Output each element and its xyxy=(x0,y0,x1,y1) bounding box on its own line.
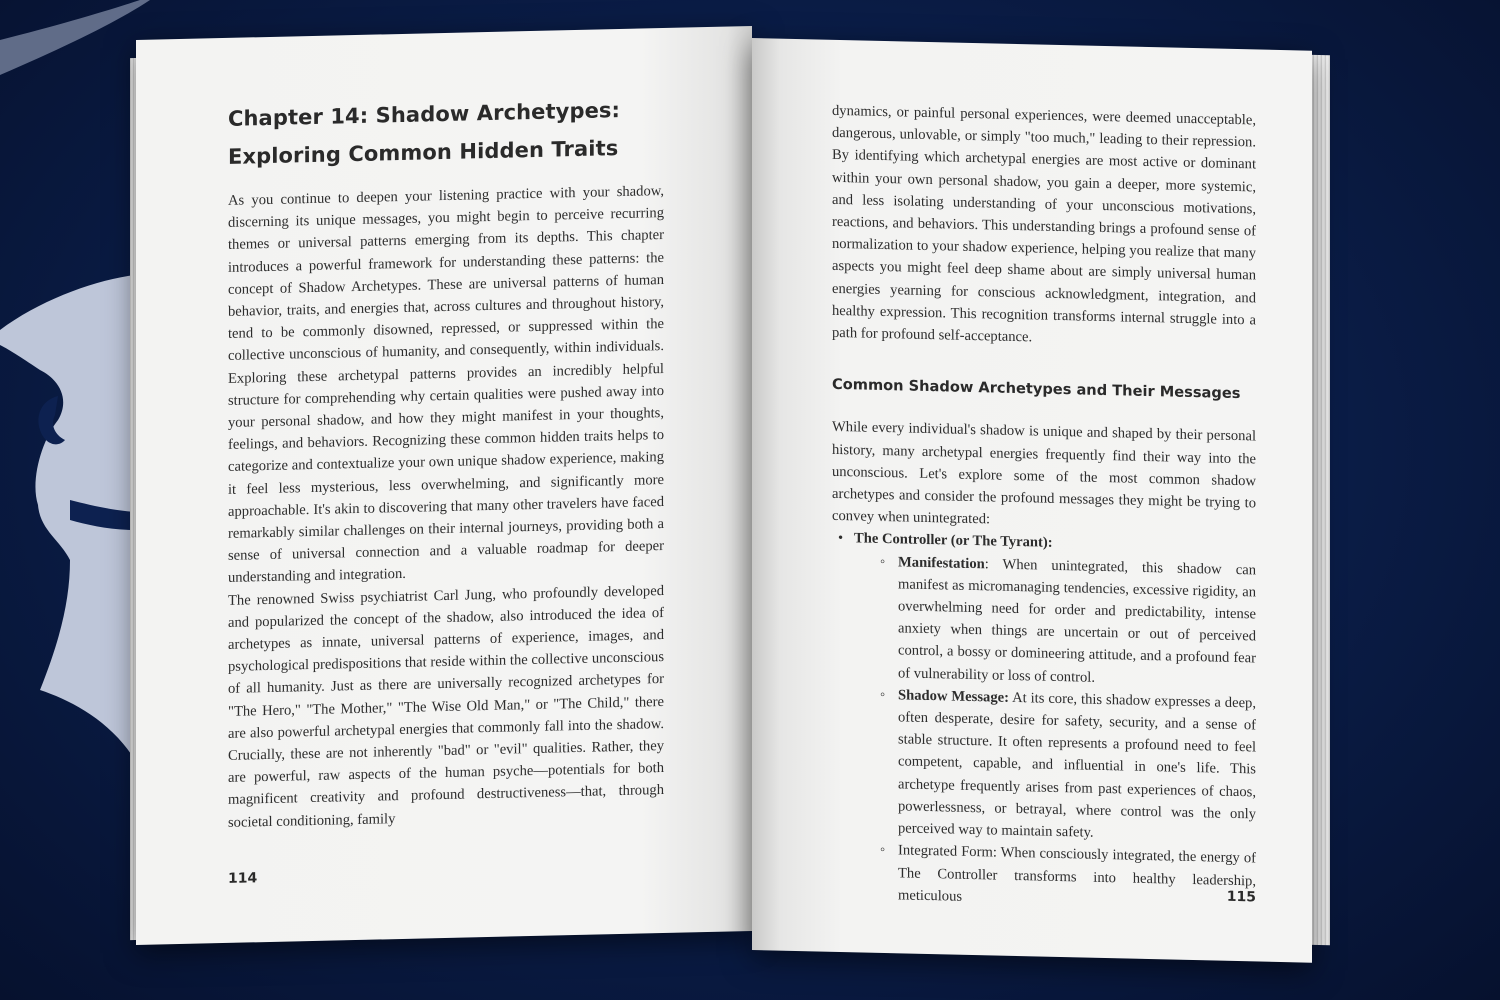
page-number: 115 xyxy=(1226,888,1256,906)
integrated-form-text: Integrated Form: When consciously integrated, the energy of The Controller transforms into healthy leadership, meticulous xyxy=(898,842,1256,905)
list-item xyxy=(876,684,1256,848)
list-item xyxy=(876,550,1256,692)
chapter-title-line2: Exploring Common Hidden Traits xyxy=(228,136,619,169)
manifestation-label: Manifestation xyxy=(898,553,985,572)
body-paragraph: As you continue to deepen your listening practice with your shadow, discerning its unique messages, you might begin to perceive recurring themes or universal patterns emerging from its depths. This chapter introduces a powerful framework for understanding these patterns: the concept of Shadow Archetypes. These are universal patterns of human behavior, traits, and energies that, across cultures and throughout history, tend to be commonly disowned, repressed, or suppressed within the collective unconscious of humanity, and consequently, within individuals. Exploring these archetypal patterns provides an incredibly helpful structure for comprehending why certain qualities were pushed away into your personal shadow, and how they might manifest in your thoughts, feelings, and behaviors. Recognizing these common hidden traits helps to categorize and contextualize your own unique shadow experience, making it feel less mysterious, less overwhelming, and significantly more approachable. It's akin to discovering that many other travelers have faced remarkably similar challenges on their internal journeys, providing both a sense of universal connection and a valuable roadmap for deeper understanding and integration. xyxy=(228,183,664,587)
list-item xyxy=(832,527,1256,914)
right-page xyxy=(752,38,1312,963)
shadow-message-text: At its core, this shadow expresses a deep, often desperate, desire for safety, security, and a sense of stable structure. It often represents a profound need to feel competent, capable, and influential in one's life. This archetype frequently arises from past experiences of chaos, powerlessness, or betrayal, where control was the only perceived way to maintain safety. xyxy=(898,689,1256,841)
manifestation-text: : When unintegrated, this shadow can manifest as micromanaging tendencies, excessive rigidity, an overwhelming need for order and predictability, intense anxiety when things are uncertain or out of perceived control, a bossy or domineering attitude, and a profound fear of vulnerability or loss of control. xyxy=(898,555,1256,686)
chapter-title-line1: Chapter 14: Shadow Archetypes: xyxy=(228,98,621,131)
right-page-body xyxy=(832,100,1256,915)
body-paragraph: The renowned Swiss psychiatrist Carl Jung, who profoundly developed and popularized the concept of the shadow, also introduced the idea of archetypes as innate, universal patterns of experience, images, and psychological predispositions that reside within the collective unconscious of all humanity. Just as there are universally recognized archetypes for "The Hero," "The Mother," "The Wise Old Man," or "The Child," there are also powerful archetypal energies that commonly fall into the shadow. Crucially, these are not inherently "bad" or "evil" qualities. Rather, they are powerful, raw aspects of the human psyche—potentials for both magnificent creativity and profound destructiveness—that, through societal conditioning, family xyxy=(228,582,664,831)
archetype-details xyxy=(854,550,1256,914)
body-paragraph: While every individual's shadow is unique and shaped by their personal history, many archetypal energies frequently find their way into the unconscious. Let's explore some of the most common shadow archetypes and consider the profound messages they might be trying to convey when unintegrated: xyxy=(832,419,1256,528)
shadow-message-label: Shadow Message: xyxy=(898,687,1009,706)
left-page-body xyxy=(228,180,664,834)
archetype-title: The Controller (or The Tyrant): xyxy=(854,530,1053,552)
page-number: 114 xyxy=(228,870,258,887)
left-page xyxy=(136,26,752,945)
archetype-list xyxy=(832,527,1256,914)
list-item xyxy=(876,839,1256,914)
chapter-title xyxy=(228,90,664,176)
section-heading: Common Shadow Archetypes and Their Messages xyxy=(832,376,1241,403)
body-paragraph: dynamics, or painful personal experiences, were deemed unacceptable, dangerous, unlovable, or simply "too much," leading to their repression. By identifying which archetypal energies are most active or dominant within your own personal shadow, you gain a deeper, more systemic, and less isolating understanding of your unconscious motivations, reactions, and behaviors. This understanding brings a profound sense of normalization to your shadow experience, helping you realize that many aspects you might feel deep shame about are simply universal human energies yearning for conscious acknowledgment, integration, and healthy expression. This recognition transforms internal struggle into a path for profound self-acceptance. xyxy=(832,102,1256,346)
